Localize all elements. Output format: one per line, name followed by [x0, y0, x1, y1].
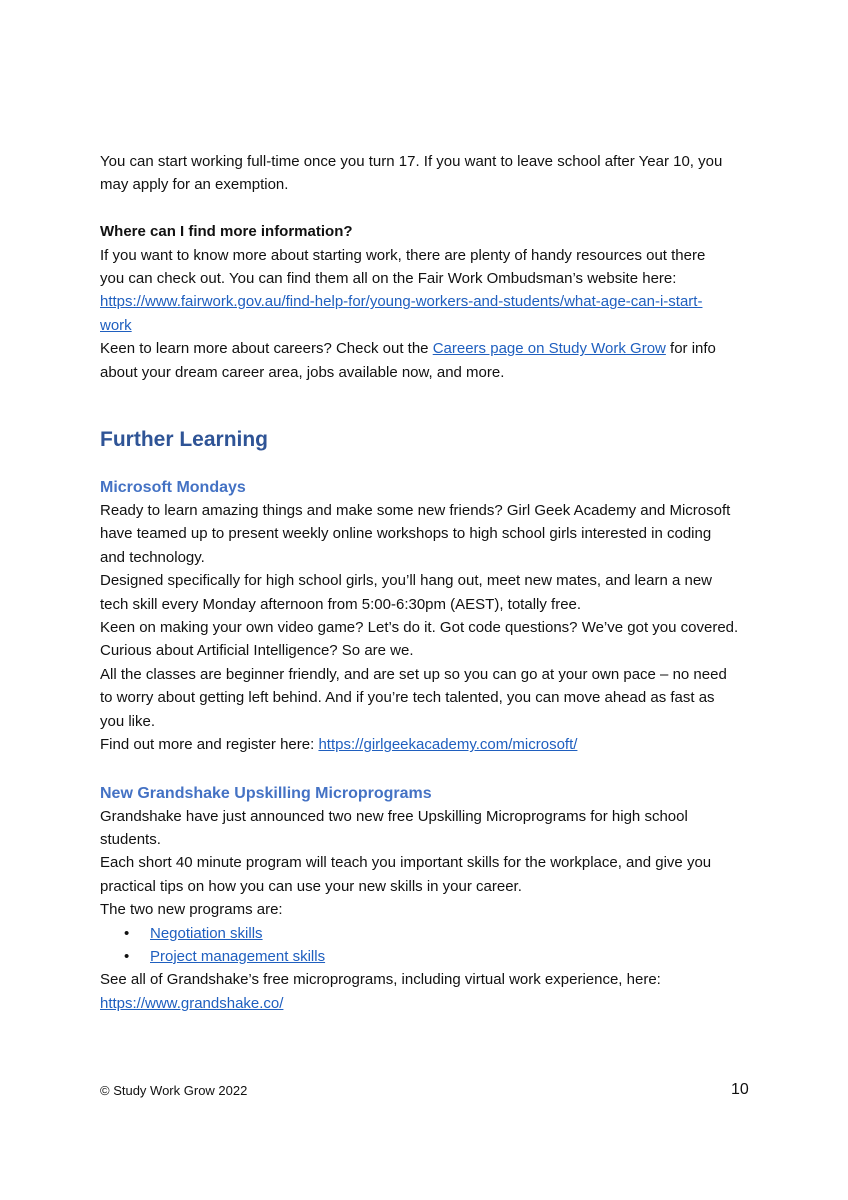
grandshake-line: Each short 40 minute program will teach you important skills for the workplace, and give you — [100, 854, 712, 872]
microsoft-line: have teamed up to present weekly online workshops to high school girls interested in coding — [100, 525, 712, 543]
info-line: you can check out. You can find them all on the Fair Work Ombudsman’s website here: — [100, 270, 677, 288]
microsoft-line: Ready to learn amazing things and make some new friends? Girl Geek Academy and Microsoft — [100, 502, 731, 520]
microsoft-line: All the classes are beginner friendly, and are set up so you can go at your own pace – no need — [100, 665, 727, 683]
careers-line: about your dream career area, jobs available now, and more. — [100, 363, 505, 381]
info-heading: Where can I find more information? — [100, 223, 353, 241]
spacer — [100, 197, 755, 220]
spacer — [100, 454, 755, 477]
footer-copyright: © Study Work Grow 2022 — [100, 1083, 248, 1098]
negotiation-skills-link[interactable]: Negotiation skills — [150, 924, 263, 942]
microsoft-line: Keen on making your own video game? Let’s do it. Got code questions? We’ve got you covered. — [100, 619, 739, 637]
bullet-icon: • — [124, 924, 130, 942]
list-item — [124, 922, 755, 945]
girlgeek-register-link[interactable]: https://girlgeekacademy.com/microsoft/ — [318, 736, 578, 754]
intro-line: may apply for an exemption. — [100, 176, 289, 194]
subsection-title-microsoft-mondays: Microsoft Mondays — [100, 479, 246, 497]
subsection-title-grandshake: New Grandshake Upskilling Microprograms — [100, 784, 432, 802]
page-content — [100, 150, 755, 1015]
grandshake-line: students. — [100, 830, 161, 848]
register-line: Find out more and register here: https://girlgeekacademy.com/microsoft/ — [100, 736, 578, 754]
see-all-line: See all of Grandshake’s free microprograms, including virtual work experience, here: — [100, 971, 661, 989]
microsoft-line: Curious about Artificial Intelligence? So are we. — [100, 642, 414, 660]
careers-line: Keen to learn more about careers? Check out the Careers page on Study Work Grow for info — [100, 340, 716, 358]
intro-line: You can start working full-time once you turn 17. If you want to leave school after Year 10, you — [100, 153, 723, 170]
careers-page-link[interactable]: Careers page on Study Work Grow — [432, 340, 666, 358]
section-title-further-learning: Further Learning — [100, 428, 269, 452]
microsoft-line: you like. — [100, 712, 156, 730]
microsoft-line: and technology. — [100, 548, 205, 566]
grandshake-line: practical tips on how you can use your new skills in your career. — [100, 877, 522, 895]
info-line: If you want to know more about starting work, there are plenty of handy resources out there — [100, 246, 706, 264]
program-list — [100, 922, 755, 969]
list-item — [124, 945, 755, 968]
microsoft-line: to worry about getting left behind. And if you’re tech talented, you can move ahead as fast as — [100, 689, 715, 707]
spacer — [100, 384, 755, 426]
microsoft-line: Designed specifically for high school girls, you’ll hang out, meet new mates, and learn a new — [100, 572, 712, 590]
page-number: 10 — [731, 1081, 749, 1098]
grandshake-link[interactable]: https://www.grandshake.co/ — [100, 994, 284, 1012]
microsoft-line: tech skill every Monday afternoon from 5:00-6:30pm (AEST), totally free. — [100, 595, 582, 613]
spacer — [100, 757, 755, 783]
bullet-icon: • — [124, 947, 130, 965]
fairwork-link-continued[interactable]: work — [100, 316, 132, 334]
project-management-skills-link[interactable]: Project management skills — [150, 947, 326, 965]
fairwork-link[interactable]: https://www.fairwork.gov.au/find-help-for/young-workers-and-students/what-age-can-i-start- — [100, 293, 703, 311]
grandshake-line: Grandshake have just announced two new free Upskilling Microprograms for high school — [100, 807, 688, 825]
grandshake-line: The two new programs are: — [100, 901, 283, 919]
